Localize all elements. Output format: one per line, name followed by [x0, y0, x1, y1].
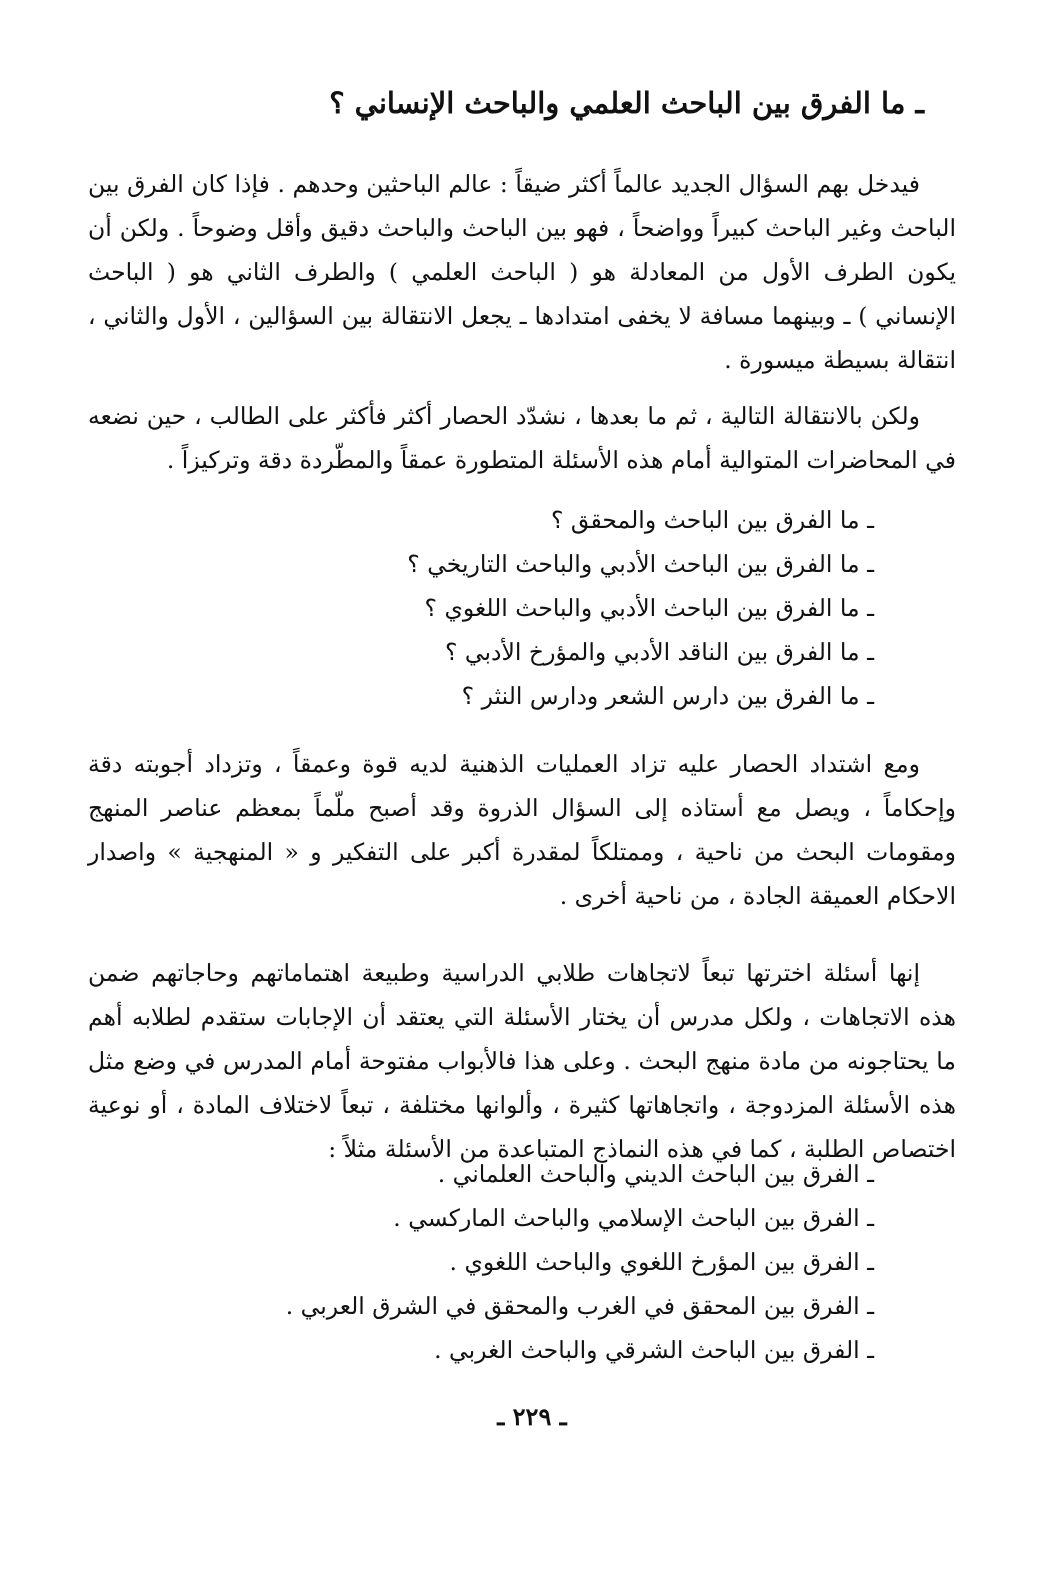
list-item: ـ ما الفرق بين الباحث والمحقق ؟ [550, 506, 874, 534]
list-item: ـ ما الفرق بين الباحث الأدبي والباحث اللغوي ؟ [424, 594, 874, 622]
paragraph-4: إنها أسئلة اخترتها تبعاً لاتجاهات طلابي الدراسية وطبيعة اهتماماتهم وحاجاتهم ضمن هذه الاتجاهات ، ولكل مدرس أن يختار الأسئلة التي يعتقد أن الإجابات ستقدم لطلابه أهم ما يحتاجونه من مادة منهج البحث . وعلى هذا فالأبواب مفتوحة أمام المدرس في وضع مثل هذه الأسئلة المزدوجة ، واتجاهاتها كثيرة ، وألوانها مختلفة ، تبعاً لاختلاف المادة ، أو نوعية اختصاص الطلبة ، كما في هذه النماذج المتباعدة من الأسئلة مثلاً : [88, 958, 956, 1163]
list-item: ـ ما الفرق بين الناقد الأدبي والمؤرخ الأدبي ؟ [444, 638, 874, 666]
list-item: ـ الفرق بين الباحث الديني والباحث العلماني . [437, 1160, 874, 1188]
list-item: ـ ما الفرق بين الباحث الأدبي والباحث التاريخي ؟ [407, 550, 874, 578]
examples-list [174, 1152, 874, 1372]
questions-list [174, 498, 874, 718]
list-item: ـ الفرق بين المؤرخ اللغوي والباحث اللغوي . [449, 1248, 874, 1276]
list-item: ـ الفرق بين الباحث الإسلامي والباحث الماركسي . [393, 1204, 874, 1232]
paragraph-1: فيدخل بهم السؤال الجديد عالماً أكثر ضيقاً : عالم الباحثين وحدهم . فإذا كان الفرق بين الباحث وغير الباحث كبيراً وواضحاً ، فهو بين الباحث والباحث دقيق وأقل وضوحاً . ولكن أن يكون الطرف الأول من المعادلة هو ( الباحث العلمي ) والطرف الثاني هو ( الباحث الإنساني ) ـ وبينهما مسافة لا يخفى امتدادها ـ يجعل الانتقالة بين السؤالين ، الأول والثاني ، انتقالة بسيطة ميسورة . [88, 169, 956, 374]
section-heading: ـ ما الفرق بين الباحث العلمي والباحث الإنساني ؟ [329, 86, 924, 120]
list-item: ـ الفرق بين المحقق في الغرب والمحقق في الشرق العربي . [285, 1292, 874, 1320]
page-number: ـ ٢٢٩ ـ [497, 1402, 567, 1431]
list-item: ـ الفرق بين الباحث الشرقي والباحث الغربي . [434, 1336, 874, 1364]
list-item: ـ ما الفرق بين دارس الشعر ودارس النثر ؟ [461, 682, 874, 710]
paragraph-3: ومع اشتداد الحصار عليه تزاد العمليات الذهنية لديه قوة وعمقاً ، وتزداد أجوبته دقة وإحكاماً ، ويصل مع أستاذه إلى السؤال الذروة وقد أصبح ملّماً بمعظم عناصر المنهج ومقومات البحث من ناحية ، وممتلكاً لمقدرة أكبر على التفكير و « المنهجية » واصدار الاحكام العميقة الجادة ، من ناحية أخرى . [88, 749, 956, 910]
paragraph-2: ولكن بالانتقالة التالية ، ثم ما بعدها ، نشدّد الحصار أكثر فأكثر على الطالب ، حين نضعه في المحاضرات المتوالية أمام هذه الأسئلة المتطورة عمقاً والمطّردة دقة وتركيزاً . [88, 401, 956, 474]
